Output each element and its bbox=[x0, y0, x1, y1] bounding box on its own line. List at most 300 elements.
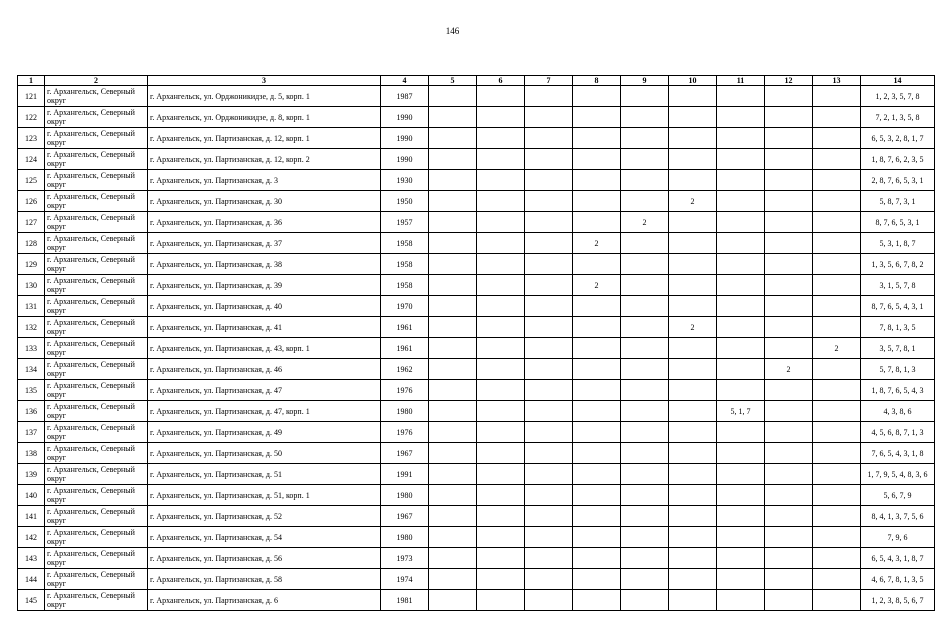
year-cell: 1962 bbox=[381, 359, 429, 380]
col12-cell bbox=[765, 317, 813, 338]
year-cell: 1990 bbox=[381, 128, 429, 149]
row-number: 134 bbox=[18, 359, 45, 380]
col13-cell bbox=[813, 317, 861, 338]
row-number: 138 bbox=[18, 443, 45, 464]
col6-cell bbox=[477, 149, 525, 170]
year-cell: 1991 bbox=[381, 464, 429, 485]
year-cell: 1958 bbox=[381, 233, 429, 254]
row-number: 121 bbox=[18, 86, 45, 107]
col13-cell bbox=[813, 359, 861, 380]
col10-cell bbox=[669, 359, 717, 380]
col10-cell bbox=[669, 506, 717, 527]
table-header-row bbox=[18, 76, 935, 86]
district-cell: г. Архангельск, Северный округ bbox=[45, 422, 148, 443]
column-header-7: 7 bbox=[525, 76, 573, 86]
col6-cell bbox=[477, 296, 525, 317]
col12-cell bbox=[765, 506, 813, 527]
column-header-14: 14 bbox=[861, 76, 935, 86]
district-cell: г. Архангельск, Северный округ bbox=[45, 107, 148, 128]
col9-cell bbox=[621, 86, 669, 107]
col7-cell bbox=[525, 212, 573, 233]
col12-cell bbox=[765, 527, 813, 548]
row-number: 133 bbox=[18, 338, 45, 359]
col5-cell bbox=[429, 317, 477, 338]
col6-cell bbox=[477, 422, 525, 443]
col11-cell bbox=[717, 464, 765, 485]
col11-cell bbox=[717, 275, 765, 296]
col7-cell bbox=[525, 86, 573, 107]
col10-cell bbox=[669, 254, 717, 275]
year-cell: 1957 bbox=[381, 212, 429, 233]
address-cell: г. Архангельск, ул. Партизанская, д. 54 bbox=[148, 527, 381, 548]
row-number: 143 bbox=[18, 548, 45, 569]
col10-cell: 2 bbox=[669, 191, 717, 212]
year-cell: 1967 bbox=[381, 443, 429, 464]
col11-cell bbox=[717, 149, 765, 170]
address-cell: г. Архангельск, ул. Партизанская, д. 30 bbox=[148, 191, 381, 212]
row-number: 127 bbox=[18, 212, 45, 233]
col11-cell bbox=[717, 254, 765, 275]
address-cell: г. Архангельск, ул. Партизанская, д. 12, корп. 2 bbox=[148, 149, 381, 170]
col12-cell: 2 bbox=[765, 359, 813, 380]
col12-cell bbox=[765, 275, 813, 296]
col11-cell bbox=[717, 86, 765, 107]
col8-cell bbox=[573, 401, 621, 422]
col13-cell bbox=[813, 464, 861, 485]
col7-cell bbox=[525, 254, 573, 275]
col5-cell bbox=[429, 506, 477, 527]
col5-cell bbox=[429, 569, 477, 590]
year-cell: 1981 bbox=[381, 590, 429, 611]
col14-cell: 1, 8, 7, 6, 2, 3, 5 bbox=[861, 149, 935, 170]
year-cell: 1950 bbox=[381, 191, 429, 212]
col13-cell bbox=[813, 380, 861, 401]
col12-cell bbox=[765, 401, 813, 422]
col7-cell bbox=[525, 590, 573, 611]
col11-cell bbox=[717, 128, 765, 149]
row-number: 141 bbox=[18, 506, 45, 527]
address-cell: г. Архангельск, ул. Партизанская, д. 3 bbox=[148, 170, 381, 191]
col9-cell bbox=[621, 590, 669, 611]
row-number: 139 bbox=[18, 464, 45, 485]
col10-cell bbox=[669, 107, 717, 128]
row-number: 145 bbox=[18, 590, 45, 611]
table-row bbox=[18, 359, 935, 380]
col14-cell: 8, 7, 6, 5, 4, 3, 1 bbox=[861, 296, 935, 317]
col7-cell bbox=[525, 464, 573, 485]
col7-cell bbox=[525, 191, 573, 212]
col12-cell bbox=[765, 422, 813, 443]
col8-cell bbox=[573, 380, 621, 401]
col8-cell bbox=[573, 548, 621, 569]
col13-cell bbox=[813, 191, 861, 212]
district-cell: г. Архангельск, Северный округ bbox=[45, 338, 148, 359]
col7-cell bbox=[525, 422, 573, 443]
col7-cell bbox=[525, 233, 573, 254]
address-cell: г. Архангельск, ул. Партизанская, д. 47, корп. 1 bbox=[148, 401, 381, 422]
district-cell: г. Архангельск, Северный округ bbox=[45, 485, 148, 506]
col10-cell bbox=[669, 149, 717, 170]
col14-cell: 4, 6, 7, 8, 1, 3, 5 bbox=[861, 569, 935, 590]
col5-cell bbox=[429, 401, 477, 422]
table-row bbox=[18, 401, 935, 422]
col7-cell bbox=[525, 359, 573, 380]
col10-cell bbox=[669, 128, 717, 149]
row-number: 137 bbox=[18, 422, 45, 443]
col14-cell: 5, 8, 7, 3, 1 bbox=[861, 191, 935, 212]
col10-cell: 2 bbox=[669, 317, 717, 338]
col11-cell bbox=[717, 590, 765, 611]
col8-cell bbox=[573, 569, 621, 590]
col6-cell bbox=[477, 107, 525, 128]
col6-cell bbox=[477, 443, 525, 464]
col6-cell bbox=[477, 464, 525, 485]
col14-cell: 1, 7, 9, 5, 4, 8, 3, 6 bbox=[861, 464, 935, 485]
district-cell: г. Архангельск, Северный округ bbox=[45, 506, 148, 527]
table-body bbox=[18, 86, 935, 611]
address-cell: г. Архангельск, ул. Партизанская, д. 50 bbox=[148, 443, 381, 464]
col12-cell bbox=[765, 86, 813, 107]
row-number: 122 bbox=[18, 107, 45, 128]
col11-cell bbox=[717, 422, 765, 443]
col10-cell bbox=[669, 443, 717, 464]
col14-cell: 1, 3, 5, 6, 7, 8, 2 bbox=[861, 254, 935, 275]
col8-cell bbox=[573, 317, 621, 338]
col6-cell bbox=[477, 128, 525, 149]
col10-cell bbox=[669, 527, 717, 548]
col8-cell bbox=[573, 86, 621, 107]
col5-cell bbox=[429, 170, 477, 191]
col10-cell bbox=[669, 485, 717, 506]
col10-cell bbox=[669, 464, 717, 485]
col7-cell bbox=[525, 317, 573, 338]
col6-cell bbox=[477, 317, 525, 338]
row-number: 125 bbox=[18, 170, 45, 191]
col8-cell bbox=[573, 485, 621, 506]
table-row bbox=[18, 317, 935, 338]
col9-cell bbox=[621, 107, 669, 128]
year-cell: 1980 bbox=[381, 401, 429, 422]
col9-cell bbox=[621, 506, 669, 527]
col14-cell: 5, 3, 1, 8, 7 bbox=[861, 233, 935, 254]
col10-cell bbox=[669, 296, 717, 317]
district-cell: г. Архангельск, Северный округ bbox=[45, 254, 148, 275]
col10-cell bbox=[669, 170, 717, 191]
address-cell: г. Архангельск, ул. Партизанская, д. 51, корп. 1 bbox=[148, 485, 381, 506]
year-cell: 1987 bbox=[381, 86, 429, 107]
col14-cell: 5, 6, 7, 9 bbox=[861, 485, 935, 506]
col10-cell bbox=[669, 86, 717, 107]
address-cell: г. Архангельск, ул. Орджоникидзе, д. 5, корп. 1 bbox=[148, 86, 381, 107]
table-row bbox=[18, 86, 935, 107]
district-cell: г. Архангельск, Северный округ bbox=[45, 317, 148, 338]
year-cell: 1976 bbox=[381, 380, 429, 401]
col6-cell bbox=[477, 191, 525, 212]
housing-registry-table bbox=[17, 75, 935, 611]
district-cell: г. Архангельск, Северный округ bbox=[45, 443, 148, 464]
address-cell: г. Архангельск, ул. Партизанская, д. 56 bbox=[148, 548, 381, 569]
col11-cell bbox=[717, 107, 765, 128]
col10-cell bbox=[669, 548, 717, 569]
table-row bbox=[18, 212, 935, 233]
col6-cell bbox=[477, 527, 525, 548]
column-header-2: 2 bbox=[45, 76, 148, 86]
col12-cell bbox=[765, 485, 813, 506]
table-row bbox=[18, 422, 935, 443]
col8-cell bbox=[573, 254, 621, 275]
col7-cell bbox=[525, 527, 573, 548]
table-row bbox=[18, 338, 935, 359]
table-row bbox=[18, 296, 935, 317]
col14-cell: 7, 2, 1, 3, 5, 8 bbox=[861, 107, 935, 128]
col12-cell bbox=[765, 569, 813, 590]
column-header-4: 4 bbox=[381, 76, 429, 86]
col14-cell: 2, 8, 7, 6, 5, 3, 1 bbox=[861, 170, 935, 191]
col5-cell bbox=[429, 107, 477, 128]
col7-cell bbox=[525, 548, 573, 569]
col9-cell bbox=[621, 296, 669, 317]
row-number: 140 bbox=[18, 485, 45, 506]
year-cell: 1961 bbox=[381, 317, 429, 338]
col6-cell bbox=[477, 233, 525, 254]
col9-cell bbox=[621, 527, 669, 548]
col13-cell bbox=[813, 548, 861, 569]
col6-cell bbox=[477, 254, 525, 275]
col11-cell bbox=[717, 338, 765, 359]
district-cell: г. Архангельск, Северный округ bbox=[45, 359, 148, 380]
col11-cell bbox=[717, 485, 765, 506]
col14-cell: 1, 2, 3, 8, 5, 6, 7 bbox=[861, 590, 935, 611]
col14-cell: 1, 2, 3, 5, 7, 8 bbox=[861, 86, 935, 107]
col9-cell bbox=[621, 359, 669, 380]
col5-cell bbox=[429, 464, 477, 485]
col8-cell bbox=[573, 128, 621, 149]
row-number: 142 bbox=[18, 527, 45, 548]
column-header-10: 10 bbox=[669, 76, 717, 86]
district-cell: г. Архангельск, Северный округ bbox=[45, 548, 148, 569]
address-cell: г. Архангельск, ул. Партизанская, д. 6 bbox=[148, 590, 381, 611]
col8-cell bbox=[573, 191, 621, 212]
district-cell: г. Архангельск, Северный округ bbox=[45, 527, 148, 548]
col11-cell: 5, 1, 7 bbox=[717, 401, 765, 422]
address-cell: г. Архангельск, ул. Партизанская, д. 47 bbox=[148, 380, 381, 401]
col7-cell bbox=[525, 380, 573, 401]
col10-cell bbox=[669, 401, 717, 422]
col5-cell bbox=[429, 254, 477, 275]
column-header-3: 3 bbox=[148, 76, 381, 86]
year-cell: 1990 bbox=[381, 149, 429, 170]
year-cell: 1970 bbox=[381, 296, 429, 317]
col14-cell: 4, 5, 6, 8, 7, 1, 3 bbox=[861, 422, 935, 443]
col11-cell bbox=[717, 527, 765, 548]
address-cell: г. Архангельск, ул. Орджоникидзе, д. 8, корп. 1 bbox=[148, 107, 381, 128]
col12-cell bbox=[765, 464, 813, 485]
col13-cell bbox=[813, 569, 861, 590]
col9-cell bbox=[621, 275, 669, 296]
col13-cell: 2 bbox=[813, 338, 861, 359]
col8-cell bbox=[573, 464, 621, 485]
district-cell: г. Архангельск, Северный округ bbox=[45, 275, 148, 296]
year-cell: 1961 bbox=[381, 338, 429, 359]
col13-cell bbox=[813, 254, 861, 275]
address-cell: г. Архангельск, ул. Партизанская, д. 39 bbox=[148, 275, 381, 296]
col13-cell bbox=[813, 590, 861, 611]
col5-cell bbox=[429, 590, 477, 611]
col12-cell bbox=[765, 212, 813, 233]
col9-cell bbox=[621, 149, 669, 170]
district-cell: г. Архангельск, Северный округ bbox=[45, 149, 148, 170]
col12-cell bbox=[765, 170, 813, 191]
row-number: 136 bbox=[18, 401, 45, 422]
table-row bbox=[18, 485, 935, 506]
year-cell: 1930 bbox=[381, 170, 429, 191]
col6-cell bbox=[477, 590, 525, 611]
page-number: 146 bbox=[445, 26, 460, 36]
col10-cell bbox=[669, 380, 717, 401]
year-cell: 1958 bbox=[381, 254, 429, 275]
col6-cell bbox=[477, 170, 525, 191]
col13-cell bbox=[813, 212, 861, 233]
col7-cell bbox=[525, 170, 573, 191]
table-row bbox=[18, 254, 935, 275]
table-row bbox=[18, 233, 935, 254]
table-row bbox=[18, 506, 935, 527]
col9-cell bbox=[621, 443, 669, 464]
col8-cell bbox=[573, 422, 621, 443]
row-number: 130 bbox=[18, 275, 45, 296]
year-cell: 1976 bbox=[381, 422, 429, 443]
col11-cell bbox=[717, 506, 765, 527]
col9-cell bbox=[621, 317, 669, 338]
district-cell: г. Архангельск, Северный округ bbox=[45, 170, 148, 191]
col9-cell bbox=[621, 401, 669, 422]
col11-cell bbox=[717, 569, 765, 590]
col14-cell: 7, 6, 5, 4, 3, 1, 8 bbox=[861, 443, 935, 464]
col12-cell bbox=[765, 296, 813, 317]
col6-cell bbox=[477, 86, 525, 107]
col13-cell bbox=[813, 401, 861, 422]
col11-cell bbox=[717, 191, 765, 212]
col8-cell bbox=[573, 296, 621, 317]
table-row bbox=[18, 107, 935, 128]
col10-cell bbox=[669, 569, 717, 590]
col11-cell bbox=[717, 296, 765, 317]
address-cell: г. Архангельск, ул. Партизанская, д. 49 bbox=[148, 422, 381, 443]
col7-cell bbox=[525, 275, 573, 296]
col6-cell bbox=[477, 212, 525, 233]
year-cell: 1973 bbox=[381, 548, 429, 569]
col5-cell bbox=[429, 191, 477, 212]
col6-cell bbox=[477, 275, 525, 296]
year-cell: 1980 bbox=[381, 527, 429, 548]
district-cell: г. Архангельск, Северный округ bbox=[45, 191, 148, 212]
address-cell: г. Архангельск, ул. Партизанская, д. 43, корп. 1 bbox=[148, 338, 381, 359]
col9-cell bbox=[621, 569, 669, 590]
col8-cell bbox=[573, 506, 621, 527]
col13-cell bbox=[813, 422, 861, 443]
col14-cell: 6, 5, 3, 2, 8, 1, 7 bbox=[861, 128, 935, 149]
col8-cell bbox=[573, 359, 621, 380]
col8-cell bbox=[573, 443, 621, 464]
col7-cell bbox=[525, 401, 573, 422]
year-cell: 1974 bbox=[381, 569, 429, 590]
column-header-13: 13 bbox=[813, 76, 861, 86]
col11-cell bbox=[717, 548, 765, 569]
col10-cell bbox=[669, 275, 717, 296]
col13-cell bbox=[813, 443, 861, 464]
col14-cell: 1, 8, 7, 6, 5, 4, 3 bbox=[861, 380, 935, 401]
address-cell: г. Архангельск, ул. Партизанская, д. 51 bbox=[148, 464, 381, 485]
col9-cell bbox=[621, 128, 669, 149]
address-cell: г. Архангельск, ул. Партизанская, д. 58 bbox=[148, 569, 381, 590]
table-row bbox=[18, 464, 935, 485]
col8-cell bbox=[573, 527, 621, 548]
col10-cell bbox=[669, 590, 717, 611]
district-cell: г. Архангельск, Северный округ bbox=[45, 401, 148, 422]
column-header-9: 9 bbox=[621, 76, 669, 86]
col12-cell bbox=[765, 128, 813, 149]
col5-cell bbox=[429, 86, 477, 107]
column-header-1: 1 bbox=[18, 76, 45, 86]
col7-cell bbox=[525, 338, 573, 359]
table-row bbox=[18, 443, 935, 464]
col5-cell bbox=[429, 380, 477, 401]
table-row bbox=[18, 275, 935, 296]
row-number: 124 bbox=[18, 149, 45, 170]
address-cell: г. Архангельск, ул. Партизанская, д. 41 bbox=[148, 317, 381, 338]
col5-cell bbox=[429, 485, 477, 506]
col9-cell bbox=[621, 338, 669, 359]
col10-cell bbox=[669, 233, 717, 254]
row-number: 129 bbox=[18, 254, 45, 275]
col6-cell bbox=[477, 506, 525, 527]
col12-cell bbox=[765, 443, 813, 464]
col7-cell bbox=[525, 443, 573, 464]
col13-cell bbox=[813, 128, 861, 149]
col12-cell bbox=[765, 233, 813, 254]
col9-cell: 2 bbox=[621, 212, 669, 233]
col10-cell bbox=[669, 212, 717, 233]
year-cell: 1967 bbox=[381, 506, 429, 527]
col9-cell bbox=[621, 380, 669, 401]
col14-cell: 8, 4, 1, 3, 7, 5, 6 bbox=[861, 506, 935, 527]
col5-cell bbox=[429, 527, 477, 548]
col5-cell bbox=[429, 548, 477, 569]
col7-cell bbox=[525, 485, 573, 506]
column-header-5: 5 bbox=[429, 76, 477, 86]
col13-cell bbox=[813, 485, 861, 506]
col5-cell bbox=[429, 296, 477, 317]
col14-cell: 7, 9, 6 bbox=[861, 527, 935, 548]
col14-cell: 3, 5, 7, 8, 1 bbox=[861, 338, 935, 359]
col11-cell bbox=[717, 380, 765, 401]
address-cell: г. Архангельск, ул. Партизанская, д. 40 bbox=[148, 296, 381, 317]
col12-cell bbox=[765, 380, 813, 401]
col6-cell bbox=[477, 338, 525, 359]
col12-cell bbox=[765, 254, 813, 275]
col13-cell bbox=[813, 506, 861, 527]
col8-cell bbox=[573, 212, 621, 233]
table-row bbox=[18, 149, 935, 170]
col13-cell bbox=[813, 86, 861, 107]
col10-cell bbox=[669, 422, 717, 443]
col5-cell bbox=[429, 149, 477, 170]
col13-cell bbox=[813, 149, 861, 170]
col8-cell bbox=[573, 170, 621, 191]
col5-cell bbox=[429, 443, 477, 464]
col12-cell bbox=[765, 548, 813, 569]
column-header-12: 12 bbox=[765, 76, 813, 86]
